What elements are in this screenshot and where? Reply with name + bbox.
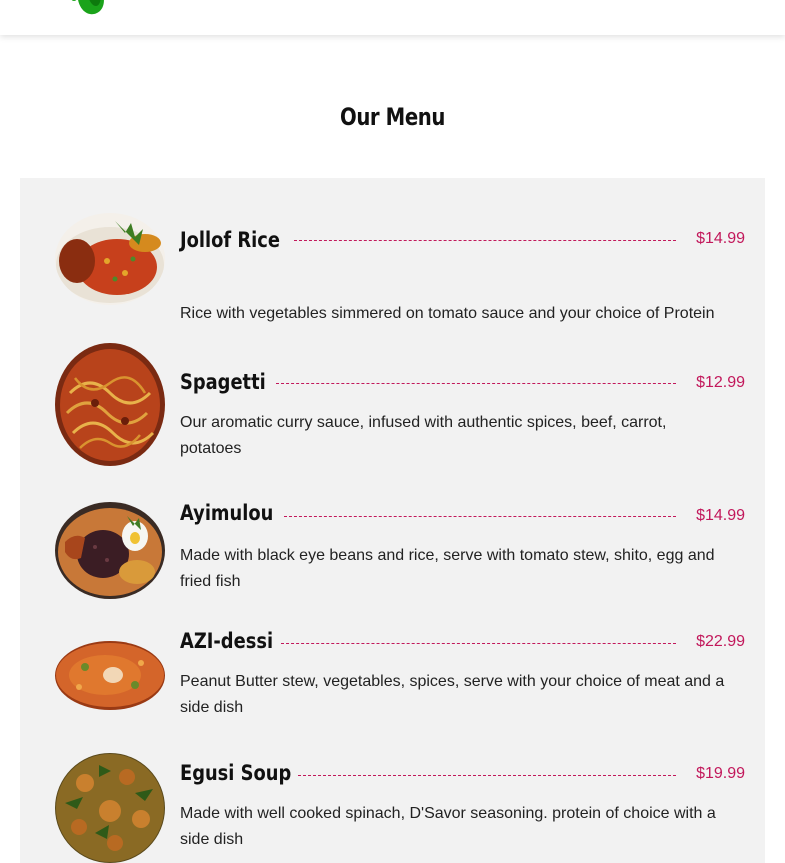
item-price: $14.99 [696,230,745,247]
price-leader-dots [276,383,676,384]
menu-item-egusi-soup [55,753,745,863]
item-description: Our aromatic curry sauce, infused with authentic spices, beef, carrot, potatoes [180,414,667,457]
item-name: Egusi Soup [180,761,292,785]
egusi-soup-image [55,753,165,863]
item-name: Jollof Rice [180,228,280,252]
item-description: Rice with vegetables simmered on tomato sauce and your choice of Protein [180,305,715,322]
price-leader-dots [294,240,676,241]
price-leader-dots [298,775,676,776]
spagetti-image [55,343,165,466]
item-price: $22.99 [696,633,745,650]
jollof-rice-image [55,213,165,305]
menu-item-ayimulou [55,502,745,602]
azi-dessi-image [55,641,165,710]
menu-item-azi-dessi [55,628,745,728]
menu-item-spagetti [55,343,745,468]
item-description: Peanut Butter stew, vegetables, spices, serve with your choice of meat and a side dish [180,673,725,716]
top-navbar [0,0,785,35]
menu-item-jollof-rice [55,213,745,322]
item-name: Spagetti [180,370,266,394]
item-price: $19.99 [696,765,745,782]
item-name: AZI-dessi [180,629,274,653]
item-price: $12.99 [696,374,745,391]
price-leader-dots [284,516,676,517]
ayimulou-image [55,502,165,599]
item-description: Made with well cooked spinach, D'Savor seasoning. protein of choice with a side dish [180,805,716,848]
price-leader-dots [281,643,676,644]
restaurant-logo-icon[interactable] [60,0,122,16]
item-description: Made with black eye beans and rice, serve with tomato stew, shito, egg and fried fish [180,547,715,590]
page-title: Our Menu [340,103,445,131]
menu-list [20,178,765,863]
item-name: Ayimulou [180,501,274,525]
item-price: $14.99 [696,507,745,524]
